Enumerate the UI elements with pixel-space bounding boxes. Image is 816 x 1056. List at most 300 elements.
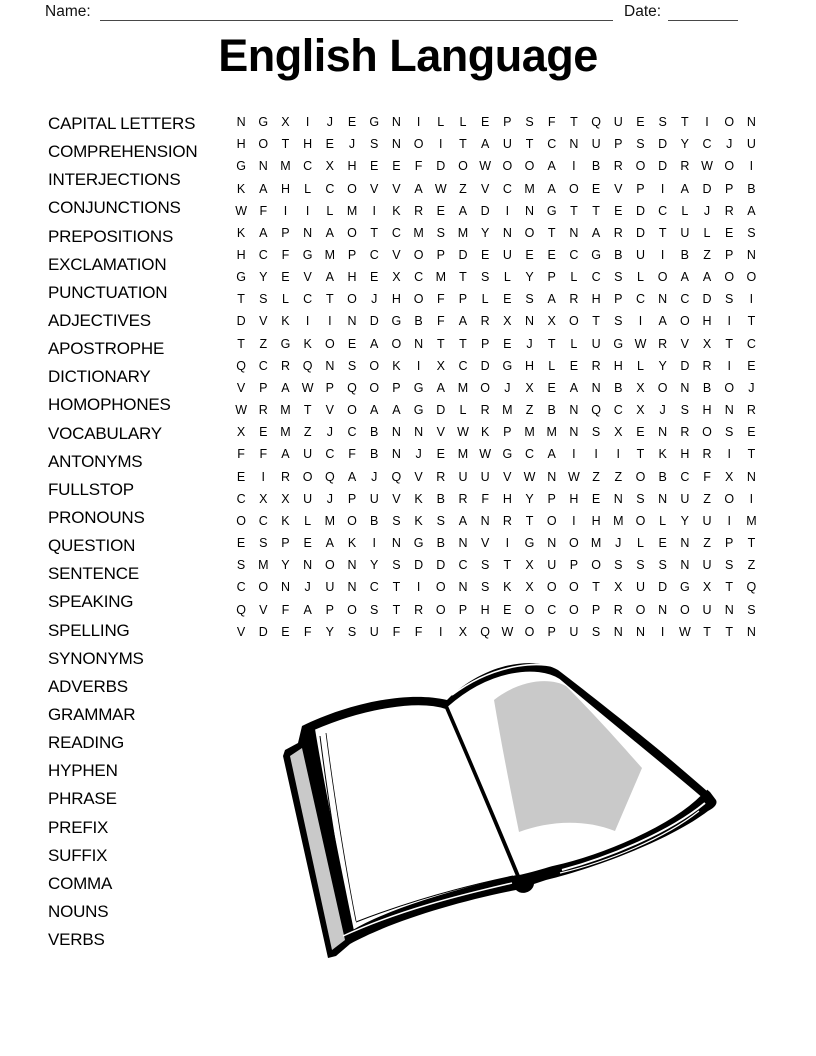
grid-cell: I bbox=[616, 447, 621, 462]
grid-cell: U bbox=[702, 602, 712, 617]
grid-cell: A bbox=[370, 336, 379, 351]
grid-cell: L bbox=[703, 225, 711, 240]
grid-cell: Y bbox=[281, 558, 290, 573]
grid-cell: B bbox=[591, 159, 601, 174]
grid-cell: F bbox=[436, 314, 445, 329]
grid-cell: D bbox=[658, 137, 668, 152]
grid-cell: N bbox=[569, 425, 579, 440]
grid-cell: V bbox=[259, 602, 268, 617]
grid-cell: J bbox=[348, 137, 356, 152]
grid-cell: D bbox=[436, 558, 446, 573]
grid-cell: I bbox=[749, 491, 754, 506]
grid-cell: I bbox=[727, 358, 731, 373]
grid-cell: O bbox=[569, 181, 579, 196]
grid-cell: V bbox=[680, 336, 690, 351]
grid-cell: G bbox=[413, 403, 424, 418]
grid-cell: Y bbox=[525, 491, 534, 506]
grid-cell: X bbox=[325, 159, 335, 174]
grid-cell: E bbox=[259, 425, 268, 440]
grid-cell: B bbox=[747, 181, 756, 196]
grid-cell: S bbox=[658, 115, 667, 130]
grid-cell: L bbox=[636, 270, 644, 285]
word-list-item: PRONOUNS bbox=[48, 507, 145, 527]
grid-cell: H bbox=[613, 358, 623, 373]
word-list-item: ADJECTIVES bbox=[48, 310, 151, 330]
grid-cell: W bbox=[678, 624, 691, 639]
grid-cell: H bbox=[680, 447, 690, 462]
grid-cell: X bbox=[614, 580, 623, 595]
grid-cell: E bbox=[480, 115, 490, 130]
grid-cell: D bbox=[680, 358, 690, 373]
grid-cell: H bbox=[280, 181, 290, 196]
grid-cell: D bbox=[702, 292, 712, 307]
grid-cell: N bbox=[724, 403, 734, 418]
grid-cell: C bbox=[414, 270, 424, 285]
grid-cell: P bbox=[547, 270, 556, 285]
grid-cell: L bbox=[681, 203, 689, 218]
grid-cell: Q bbox=[591, 403, 601, 418]
grid-cell: R bbox=[613, 225, 623, 240]
word-list bbox=[48, 110, 197, 954]
grid-cell: L bbox=[459, 115, 467, 130]
grid-cell: B bbox=[370, 513, 379, 528]
grid-cell: C bbox=[236, 580, 246, 595]
grid-cell: S bbox=[747, 602, 756, 617]
grid-cell: L bbox=[636, 358, 644, 373]
grid-cell: I bbox=[660, 624, 665, 639]
grid-cell: U bbox=[569, 624, 579, 639]
grid-cell: F bbox=[703, 469, 711, 484]
word-list-item: HOMOPHONES bbox=[48, 395, 171, 415]
grid-cell: O bbox=[679, 602, 690, 617]
grid-cell: R bbox=[502, 513, 512, 528]
grid-cell: T bbox=[725, 624, 734, 639]
grid-cell: A bbox=[392, 403, 401, 418]
grid-cell: R bbox=[569, 292, 579, 307]
word-list-item: CAPITAL LETTERS bbox=[48, 114, 196, 133]
grid-cell: E bbox=[747, 425, 756, 440]
grid-cell: Q bbox=[236, 358, 246, 373]
grid-cell: M bbox=[590, 536, 602, 551]
grid-cell: T bbox=[592, 314, 600, 329]
grid-cell: L bbox=[281, 292, 289, 307]
book-page-content-panel bbox=[494, 681, 642, 832]
grid-cell: Z bbox=[614, 469, 623, 484]
grid-cell: A bbox=[480, 137, 490, 152]
grid-cell: S bbox=[436, 513, 445, 528]
grid-cell: U bbox=[303, 447, 313, 462]
grid-cell: U bbox=[702, 513, 712, 528]
grid-cell: C bbox=[369, 248, 379, 263]
grid-cell: V bbox=[236, 380, 246, 395]
grid-cell: A bbox=[680, 181, 690, 196]
grid-cell: O bbox=[569, 602, 579, 617]
grid-cell: K bbox=[236, 181, 246, 196]
grid-cell: E bbox=[436, 203, 445, 218]
grid-cell: E bbox=[281, 270, 290, 285]
word-list-item: SPEAKING bbox=[48, 592, 134, 612]
grid-cell: O bbox=[347, 602, 357, 617]
grid-cell: H bbox=[347, 159, 357, 174]
grid-cell: A bbox=[281, 380, 290, 395]
grid-cell: N bbox=[746, 115, 756, 130]
grid-cell: Q bbox=[236, 602, 246, 617]
grid-cell: P bbox=[725, 536, 734, 551]
grid-cell: A bbox=[747, 203, 756, 218]
grid-cell: S bbox=[636, 137, 645, 152]
grid-cell: Z bbox=[703, 248, 711, 263]
grid-cell: U bbox=[635, 248, 645, 263]
grid-cell: L bbox=[548, 358, 556, 373]
word-list-item: COMMA bbox=[48, 873, 113, 893]
grid-cell: D bbox=[480, 203, 490, 218]
grid-cell: K bbox=[281, 314, 290, 329]
grid-cell: S bbox=[658, 558, 667, 573]
grid-cell: O bbox=[347, 403, 357, 418]
grid-cell: Q bbox=[324, 469, 335, 484]
grid-cell: O bbox=[724, 491, 735, 506]
grid-cell: C bbox=[613, 403, 623, 418]
grid-cell: A bbox=[547, 159, 556, 174]
grid-cell: J bbox=[326, 425, 333, 440]
grid-cell: Z bbox=[525, 403, 534, 418]
grid-cell: B bbox=[436, 491, 445, 506]
grid-cell: C bbox=[391, 225, 401, 240]
grid-cell: A bbox=[458, 203, 468, 218]
grid-cell: N bbox=[303, 558, 313, 573]
grid-cell: O bbox=[435, 602, 446, 617]
grid-cell: Y bbox=[680, 137, 690, 152]
grid-cell: L bbox=[326, 203, 334, 218]
grid-cell: I bbox=[727, 447, 731, 462]
word-list-item: SPELLING bbox=[48, 620, 130, 640]
grid-cell: C bbox=[591, 270, 601, 285]
grid-cell: X bbox=[525, 380, 534, 395]
grid-cell: G bbox=[413, 536, 424, 551]
grid-cell: E bbox=[503, 602, 512, 617]
grid-cell: G bbox=[258, 115, 269, 130]
word-list-item: APOSTROPHE bbox=[48, 339, 165, 359]
grid-cell: D bbox=[258, 624, 268, 639]
grid-cell: G bbox=[369, 115, 380, 130]
grid-cell: W bbox=[479, 447, 492, 462]
grid-cell: W bbox=[235, 203, 247, 218]
grid-cell: H bbox=[591, 292, 601, 307]
grid-cell: C bbox=[258, 248, 268, 263]
grid-cell: O bbox=[657, 380, 668, 395]
grid-cell: P bbox=[259, 380, 268, 395]
grid-cell: V bbox=[392, 248, 401, 263]
grid-cell: C bbox=[547, 137, 557, 152]
date-label: Date: bbox=[624, 3, 662, 20]
grid-cell: U bbox=[680, 225, 690, 240]
grid-cell: C bbox=[680, 292, 690, 307]
grid-cell: K bbox=[480, 425, 490, 440]
grid-cell: H bbox=[347, 270, 357, 285]
grid-cell: P bbox=[325, 380, 335, 395]
grid-cell: X bbox=[525, 580, 534, 595]
grid-cell: U bbox=[591, 137, 601, 152]
grid-cell: M bbox=[746, 513, 757, 528]
grid-cell: F bbox=[436, 292, 445, 307]
grid-cell: P bbox=[547, 491, 556, 506]
grid-cell: P bbox=[458, 292, 468, 307]
grid-cell: U bbox=[458, 469, 468, 484]
word-list-item: READING bbox=[48, 733, 125, 753]
grid-cell: U bbox=[680, 491, 690, 506]
grid-cell: E bbox=[569, 358, 579, 373]
grid-cell: E bbox=[591, 181, 601, 196]
grid-cell: O bbox=[347, 292, 357, 307]
grid-cell: U bbox=[547, 558, 557, 573]
grid-cell: W bbox=[634, 336, 647, 351]
grid-cell: Y bbox=[370, 558, 379, 573]
grid-cell: M bbox=[546, 425, 557, 440]
grid-cell: H bbox=[236, 137, 246, 152]
grid-cell: N bbox=[613, 491, 623, 506]
grid-cell: E bbox=[436, 447, 445, 462]
grid-cell: P bbox=[503, 425, 512, 440]
grid-cell: C bbox=[303, 159, 313, 174]
grid-cell: P bbox=[392, 380, 401, 395]
grid-cell: C bbox=[236, 491, 246, 506]
grid-cell: P bbox=[436, 248, 445, 263]
grid-cell: H bbox=[502, 491, 512, 506]
word-list-item: PUNCTUATION bbox=[48, 282, 168, 302]
grid-cell: K bbox=[392, 358, 401, 373]
grid-cell: K bbox=[303, 336, 312, 351]
grid-cell: S bbox=[680, 403, 690, 418]
grid-cell: E bbox=[236, 469, 246, 484]
grid-cell: T bbox=[658, 225, 667, 240]
grid-cell: A bbox=[658, 314, 667, 329]
grid-cell: R bbox=[436, 469, 446, 484]
grid-cell: T bbox=[725, 336, 734, 351]
grid-cell: K bbox=[414, 513, 423, 528]
grid-cell: F bbox=[237, 447, 245, 462]
grid-cell: Q bbox=[347, 380, 357, 395]
word-list-item: INTERJECTIONS bbox=[48, 170, 181, 190]
grid-cell: I bbox=[705, 115, 709, 130]
grid-cell: S bbox=[725, 558, 734, 573]
grid-cell: R bbox=[680, 159, 690, 174]
word-list-item: SENTENCE bbox=[48, 564, 139, 584]
grid-cell: T bbox=[503, 558, 512, 573]
grid-cell: O bbox=[679, 314, 690, 329]
grid-cell: N bbox=[525, 203, 535, 218]
grid-cell: O bbox=[258, 580, 269, 595]
grid-cell: O bbox=[569, 536, 579, 551]
grid-cell: O bbox=[236, 513, 246, 528]
grid-cell: A bbox=[325, 536, 335, 551]
grid-cell: S bbox=[636, 558, 645, 573]
grid-cell: A bbox=[436, 380, 445, 395]
grid-cell: G bbox=[502, 358, 513, 373]
grid-cell: W bbox=[457, 425, 469, 440]
grid-cell: M bbox=[346, 203, 358, 218]
grid-cell: Z bbox=[703, 491, 711, 506]
grid-cell: B bbox=[370, 447, 379, 462]
grid-cell: U bbox=[369, 491, 379, 506]
grid-cell: T bbox=[392, 602, 401, 617]
grid-cell: T bbox=[747, 447, 756, 462]
grid-cell: V bbox=[325, 403, 335, 418]
grid-cell: V bbox=[503, 469, 512, 484]
grid-cell: D bbox=[658, 580, 668, 595]
grid-cell: K bbox=[281, 513, 290, 528]
word-list-item: ADVERBS bbox=[48, 676, 128, 696]
grid-cell: L bbox=[503, 270, 511, 285]
grid-cell: E bbox=[480, 248, 490, 263]
grid-cell: I bbox=[305, 314, 310, 329]
grid-cell: S bbox=[347, 358, 357, 373]
word-list-item: COMPREHENSION bbox=[48, 142, 198, 162]
grid-cell: I bbox=[416, 115, 421, 130]
grid-cell: Y bbox=[325, 624, 335, 639]
grid-cell: P bbox=[503, 115, 512, 130]
grid-cell: B bbox=[614, 248, 623, 263]
grid-cell: N bbox=[680, 536, 690, 551]
grid-cell: J bbox=[304, 580, 311, 595]
grid-cell: F bbox=[259, 203, 268, 218]
grid-cell: O bbox=[413, 292, 424, 307]
grid-cell: U bbox=[480, 469, 490, 484]
grid-cell: C bbox=[658, 203, 668, 218]
grid-cell: R bbox=[414, 203, 424, 218]
grid-cell: S bbox=[392, 558, 401, 573]
grid-cell: U bbox=[325, 580, 335, 595]
grid-cell: H bbox=[480, 602, 490, 617]
grid-cell: X bbox=[725, 469, 734, 484]
grid-cell: O bbox=[435, 580, 446, 595]
grid-cell: Z bbox=[747, 558, 756, 573]
grid-cell: N bbox=[325, 358, 335, 373]
grid-cell: O bbox=[369, 380, 380, 395]
grid-cell: D bbox=[369, 314, 379, 329]
grid-cell: I bbox=[439, 137, 443, 152]
grid-cell: O bbox=[546, 513, 557, 528]
grid-cell: N bbox=[680, 380, 690, 395]
grid-cell: V bbox=[480, 536, 490, 551]
grid-cell: Y bbox=[480, 225, 490, 240]
word-list-item: SYNONYMS bbox=[48, 648, 144, 668]
grid-cell: J bbox=[371, 292, 378, 307]
grid-cell: X bbox=[392, 270, 401, 285]
grid-cell: C bbox=[325, 181, 335, 196]
grid-cell: S bbox=[747, 225, 756, 240]
grid-cell: O bbox=[524, 159, 535, 174]
grid-cell: P bbox=[480, 336, 490, 351]
grid-cell: W bbox=[523, 469, 536, 484]
grid-cell: S bbox=[725, 292, 734, 307]
grid-cell: N bbox=[746, 469, 756, 484]
grid-cell: N bbox=[569, 225, 579, 240]
grid-cell: E bbox=[303, 536, 312, 551]
grid-cell: R bbox=[724, 203, 734, 218]
grid-cell: L bbox=[636, 536, 644, 551]
grid-cell: M bbox=[280, 159, 291, 174]
grid-cell: N bbox=[458, 536, 468, 551]
grid-cell: I bbox=[727, 314, 731, 329]
grid-cell: L bbox=[304, 181, 312, 196]
grid-cell: C bbox=[258, 358, 268, 373]
grid-cell: M bbox=[524, 425, 535, 440]
grid-cell: Q bbox=[591, 115, 601, 130]
grid-cell: H bbox=[236, 248, 246, 263]
grid-cell: G bbox=[502, 447, 513, 462]
grid-cell: K bbox=[236, 225, 246, 240]
grid-cell: A bbox=[303, 602, 312, 617]
grid-cell: Z bbox=[259, 336, 268, 351]
grid-cell: T bbox=[303, 403, 312, 418]
grid-cell: J bbox=[659, 403, 666, 418]
grid-cell: X bbox=[259, 491, 268, 506]
grid-cell: J bbox=[326, 491, 333, 506]
grid-cell: T bbox=[525, 513, 534, 528]
grid-cell: L bbox=[304, 513, 312, 528]
grid-cell: U bbox=[502, 248, 512, 263]
word-list-item: SUFFIX bbox=[48, 845, 108, 865]
grid-cell: T bbox=[459, 336, 467, 351]
grid-cell: U bbox=[303, 491, 313, 506]
grid-cell: E bbox=[636, 115, 645, 130]
grid-cell: C bbox=[635, 292, 645, 307]
grid-cell: J bbox=[703, 203, 711, 218]
grid-cell: X bbox=[525, 558, 534, 573]
grid-cell: R bbox=[280, 469, 290, 484]
grid-cell: J bbox=[371, 469, 378, 484]
grid-cell: I bbox=[727, 513, 731, 528]
grid-cell: L bbox=[659, 513, 667, 528]
grid-cell: R bbox=[258, 403, 268, 418]
grid-cell: E bbox=[503, 336, 512, 351]
grid-cell: S bbox=[525, 292, 534, 307]
grid-cell: V bbox=[259, 314, 268, 329]
grid-cell: I bbox=[660, 248, 665, 263]
grid-cell: D bbox=[458, 248, 468, 263]
grid-cell: R bbox=[680, 425, 690, 440]
grid-cell: E bbox=[591, 491, 601, 506]
grid-cell: S bbox=[480, 558, 490, 573]
word-list-item: PHRASE bbox=[48, 789, 117, 809]
grid-cell: N bbox=[547, 536, 557, 551]
grid-cell: R bbox=[480, 314, 490, 329]
grid-cell: B bbox=[658, 469, 667, 484]
grid-cell: S bbox=[259, 536, 268, 551]
grid-cell: G bbox=[236, 270, 246, 285]
grid-cell: E bbox=[725, 225, 734, 240]
grid-cell: G bbox=[413, 380, 424, 395]
grid-cell: V bbox=[303, 270, 312, 285]
grid-cell: C bbox=[369, 580, 379, 595]
grid-cell: Z bbox=[592, 469, 600, 484]
grid-cell: B bbox=[614, 380, 623, 395]
grid-cell: N bbox=[746, 248, 756, 263]
grid-cell: R bbox=[658, 336, 668, 351]
grid-cell: X bbox=[702, 336, 712, 351]
grid-cell: W bbox=[479, 159, 492, 174]
grid-cell: X bbox=[547, 314, 556, 329]
grid-cell: O bbox=[746, 270, 757, 285]
grid-cell: O bbox=[546, 580, 557, 595]
grid-cell: A bbox=[547, 292, 556, 307]
grid-cell: M bbox=[457, 225, 469, 240]
grid-cell: A bbox=[547, 447, 556, 462]
grid-cell: I bbox=[594, 447, 598, 462]
grid-cell: A bbox=[591, 225, 601, 240]
grid-cell: N bbox=[525, 314, 535, 329]
grid-cell: U bbox=[746, 137, 756, 152]
